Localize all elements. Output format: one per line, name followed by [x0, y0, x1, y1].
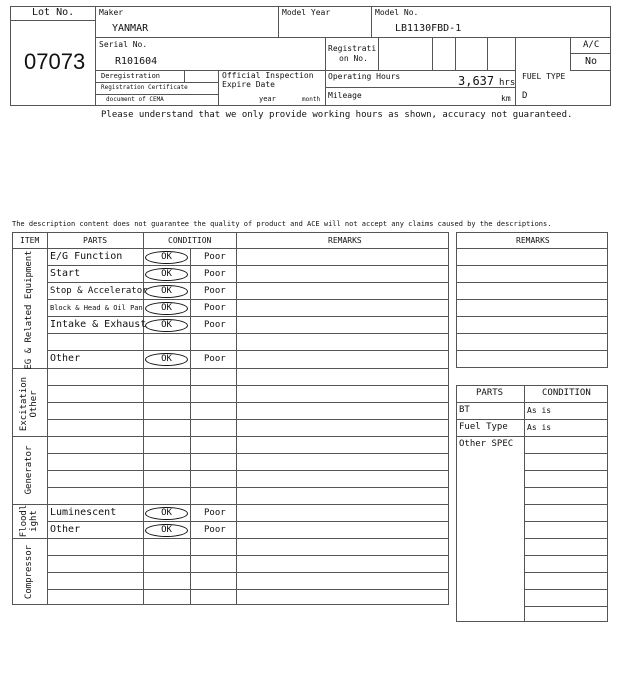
disclaimer-text: The description content does not guarantee the quality of product and ACE will not accept any claims caused by the descriptions. [12, 220, 552, 228]
part-block-head-oil-pan: Block & Head & Oil Pan [50, 304, 143, 312]
remarks-table [456, 232, 608, 368]
hours-notice: Please understand that we only provide working hours as shown, accuracy not guaranteed. [101, 110, 573, 120]
section-compressor: Compressor [24, 544, 35, 600]
part-intake-exhaust: Intake & Exhaust [50, 319, 147, 330]
fuel-type-value: D [522, 91, 528, 101]
part-start: Start [50, 268, 81, 279]
serial-value: R101604 [115, 56, 158, 67]
part-other-floodlight: Other [50, 524, 81, 535]
col-parts-header: PARTS [83, 236, 108, 245]
month-label: month [302, 96, 321, 103]
lot-label: Lot No. [32, 7, 75, 18]
year-label: year [259, 95, 276, 103]
operating-hours-label: Operating Hours [328, 72, 401, 81]
poor-other-floodlight: Poor [204, 525, 226, 535]
inspection-label-1: Official Inspection [222, 71, 314, 80]
poor-eg-function: Poor [204, 252, 226, 262]
maker-label: Maker [99, 8, 124, 17]
poor-intake-exhaust: Poor [204, 320, 226, 330]
section-generator: Generator [24, 445, 35, 495]
header-frame [10, 6, 611, 106]
right-other-spec: Other SPEC [459, 439, 514, 449]
section-floodlight: Floodl ight [19, 504, 39, 538]
lot-number: 07073 [24, 49, 86, 74]
poor-luminescent: Poor [204, 508, 226, 518]
right-bt-condition: As is [527, 406, 552, 415]
part-other: Other [50, 353, 81, 364]
right-bt: BT [459, 405, 470, 415]
ok-eg-function: OK [145, 251, 188, 264]
km-unit: km [501, 94, 511, 103]
right-parts-header: PARTS [476, 388, 504, 398]
registration-label-2: on No. [339, 54, 368, 63]
ok-intake-exhaust: OK [145, 319, 188, 332]
poor-block-head: Poor [204, 303, 226, 313]
model-year-label: Model Year [282, 8, 331, 17]
serial-label: Serial No. [99, 40, 148, 49]
mileage-label: Mileage [328, 91, 362, 100]
poor-other: Poor [204, 354, 226, 364]
col-condition-header: CONDITION [168, 236, 212, 245]
col-remarks-header: REMARKS [328, 236, 362, 245]
ok-block-head: OK [145, 302, 188, 315]
section-eg-related: EG & Related Equipment [24, 250, 35, 370]
right-fuel-type: Fuel Type [459, 422, 508, 432]
ac-label: A/C [583, 40, 600, 50]
poor-start: Poor [204, 269, 226, 279]
ok-start: OK [145, 268, 188, 281]
operating-hours-value: 3,637 [458, 74, 495, 88]
registration-certificate-label: Registration Certificate [101, 84, 188, 91]
cema-document-label: document of CEMA [106, 96, 164, 103]
hrs-unit: hrs [499, 78, 516, 88]
model-no-value: LB1130FBD-1 [395, 23, 462, 34]
ok-stop-accelerator: OK [145, 285, 188, 298]
right-fuel-condition: As is [527, 423, 552, 432]
part-stop-accelerator: Stop & Accelerator [50, 286, 148, 296]
ac-value: No [585, 56, 598, 67]
right-condition-header: CONDITION [542, 388, 591, 398]
deregistration-label: Deregistration [101, 72, 161, 80]
maker-value: YANMAR [112, 23, 149, 34]
part-eg-function: E/G Function [50, 251, 123, 262]
part-luminescent: Luminescent [50, 507, 117, 518]
col-item-header: ITEM [20, 236, 40, 245]
model-no-label: Model No. [375, 8, 419, 17]
right-remarks-header: REMARKS [516, 236, 550, 245]
ok-luminescent: OK [145, 507, 188, 520]
poor-stop-accelerator: Poor [204, 286, 226, 296]
section-excitation: Excitation Other [19, 376, 39, 432]
registration-label-1: Registrati [328, 44, 377, 53]
fuel-type-label: FUEL TYPE [522, 72, 566, 81]
ok-other-floodlight: OK [145, 524, 188, 537]
inspection-label-2: Expire Date [222, 80, 275, 89]
ok-other: OK [145, 353, 188, 366]
